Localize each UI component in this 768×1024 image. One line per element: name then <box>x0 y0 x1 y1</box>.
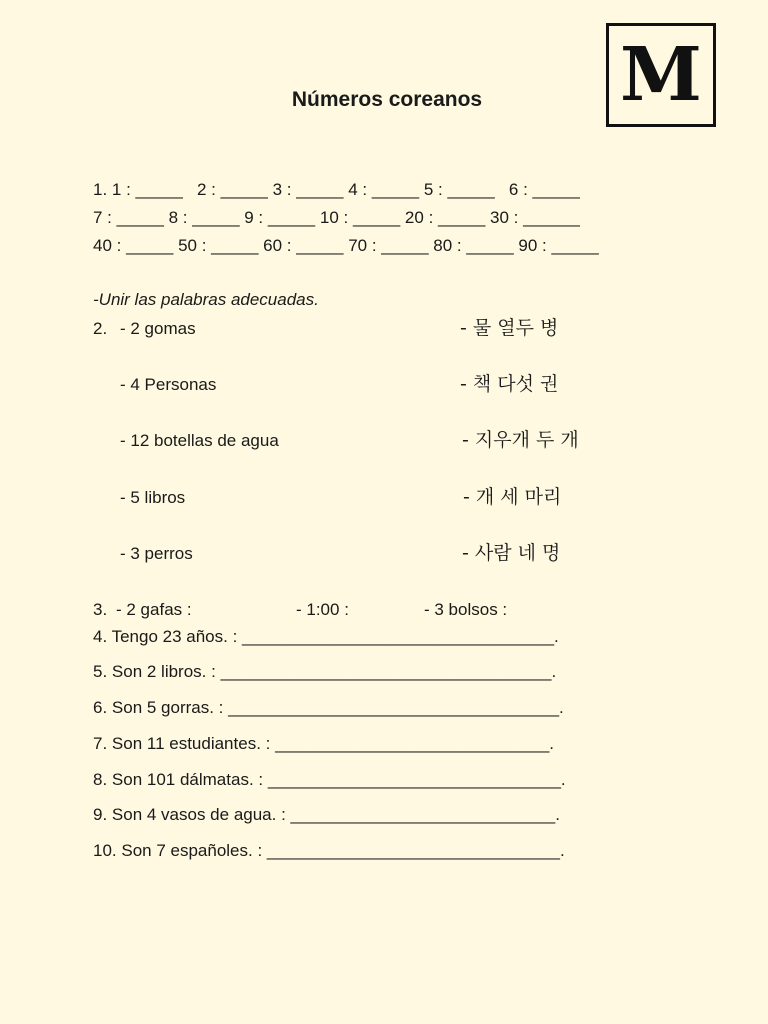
match-left-item: - 5 libros <box>120 488 186 507</box>
exercise-1-line-3: 40 : _____ 50 : _____ 60 : _____ 70 : _____ 80 : _____ 90 : _____ <box>93 236 599 255</box>
exercise-2-instruction: -Unir las palabras adecuadas. <box>93 290 319 309</box>
match-left-item: - 3 perros <box>120 544 193 563</box>
page-title: Números coreanos <box>291 88 483 111</box>
sentence-item: 5. Son 2 libros. : ___________________________________. <box>93 662 557 681</box>
match-right-item: - 개 세 마리 <box>463 486 562 508</box>
match-right-item: - 물 열두 병 <box>460 317 559 339</box>
exercise-2-number: 2. <box>93 319 108 338</box>
exercise-3-number: 3. <box>93 600 108 619</box>
sentence-item: 10. Son 7 españoles. : _______________________________. <box>93 841 565 860</box>
match-right-item: - 지우개 두 개 <box>462 429 579 451</box>
match-left-item: - 4 Personas <box>120 375 217 394</box>
sentence-item: 6. Son 5 gorras. : ___________________________________. <box>93 698 564 717</box>
exercise-3-item: - 3 bolsos : <box>424 600 508 619</box>
match-right-item: - 사람 네 명 <box>462 542 561 564</box>
sentence-item: 8. Son 101 dálmatas. : _______________________________. <box>93 770 566 789</box>
logo: M <box>606 23 716 127</box>
match-left-item: - 2 gomas <box>120 319 196 338</box>
exercise-3-item: - 1:00 : <box>296 600 349 619</box>
match-right-item: - 책 다섯 권 <box>460 373 559 395</box>
sentence-item: 7. Son 11 estudiantes. : _____________________________. <box>93 734 554 753</box>
exercise-1-line-1: 1. 1 : _____ 2 : _____ 3 : _____ 4 : _____ 5 : _____ 6 : _____ <box>93 180 580 199</box>
match-left-item: - 12 botellas de agua <box>120 431 279 450</box>
exercise-3-item: - 2 gafas : <box>116 600 192 619</box>
exercise-1-line-2: 7 : _____ 8 : _____ 9 : _____ 10 : _____ 20 : _____ 30 : ______ <box>93 208 580 227</box>
sentence-item: 4. Tengo 23 años. : _________________________________. <box>93 627 559 646</box>
sentence-item: 9. Son 4 vasos de agua. : ____________________________. <box>93 805 560 824</box>
